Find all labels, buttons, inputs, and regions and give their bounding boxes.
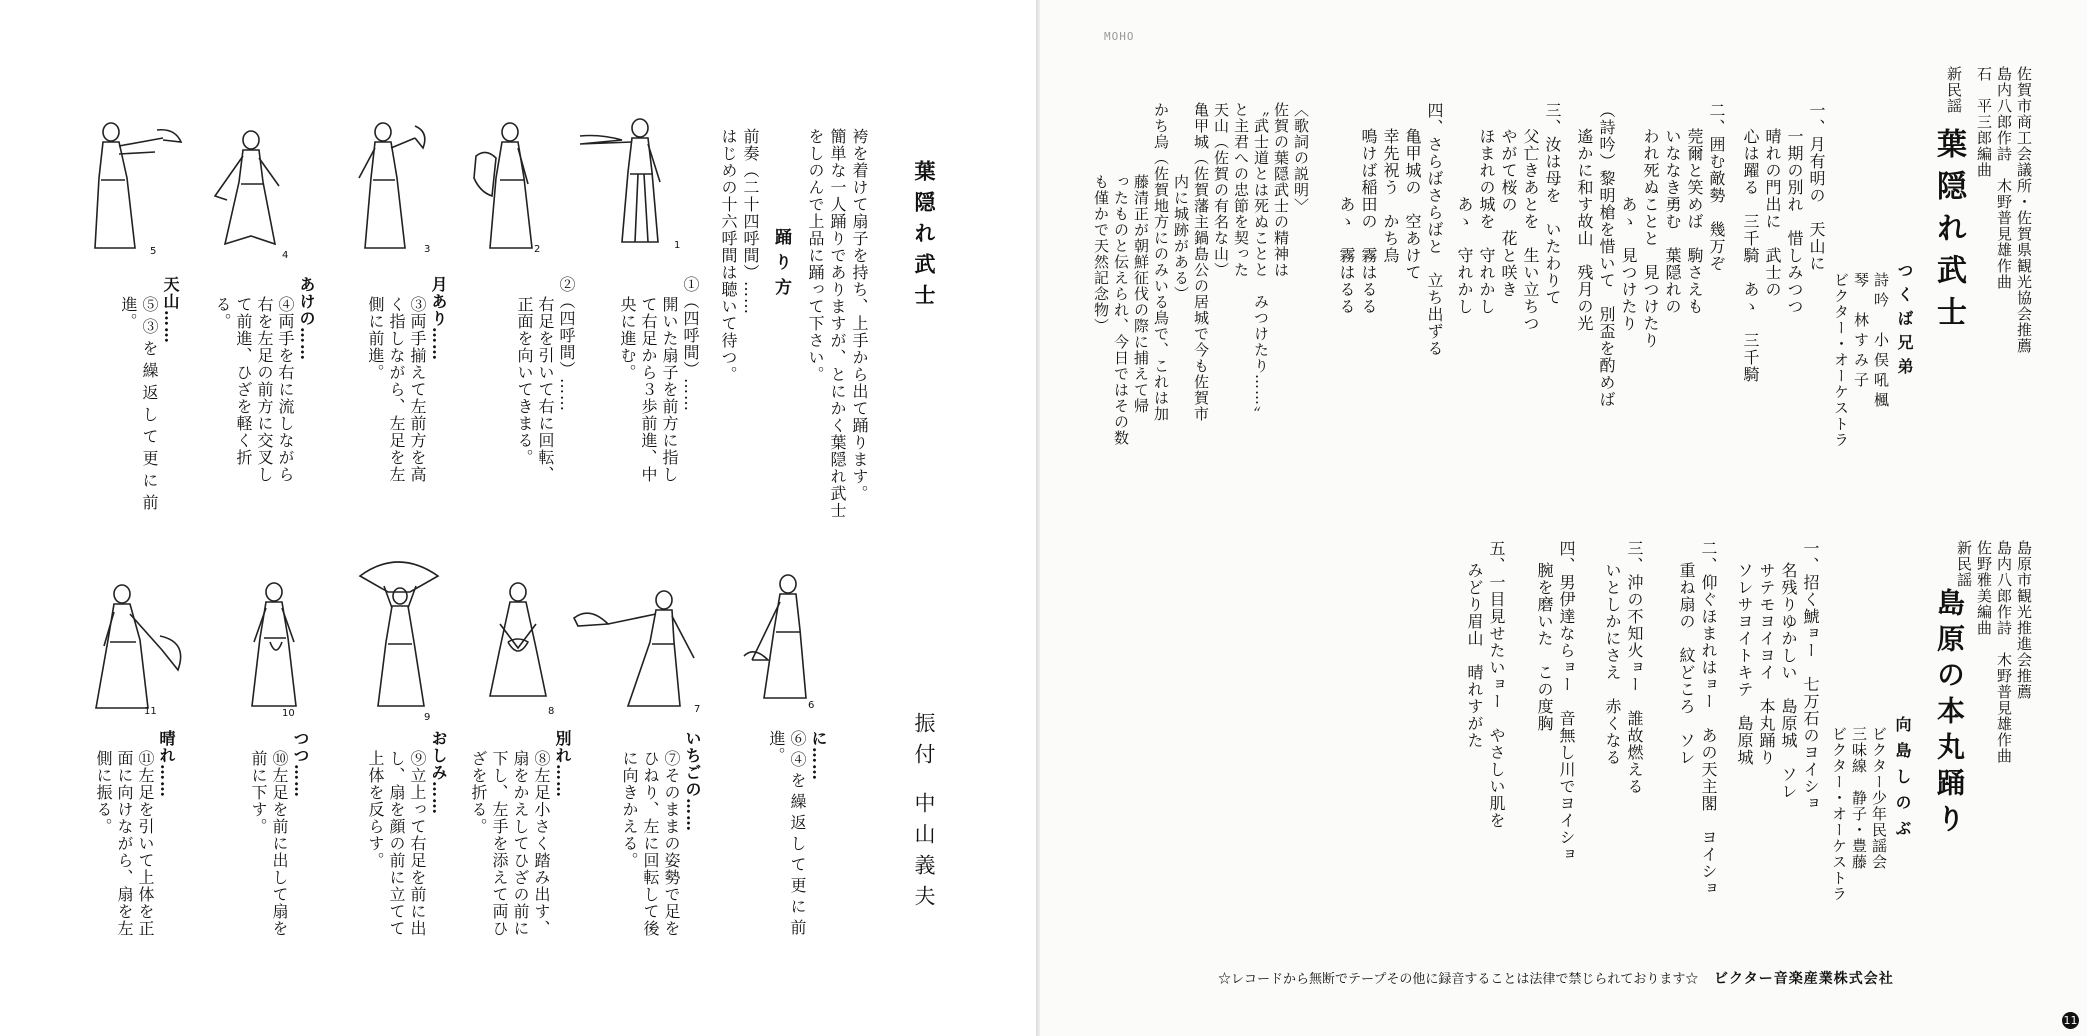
- song2-genre: 新民謡: [1955, 540, 1973, 588]
- note-line: 亀甲城（佐賀藩主鍋島公の居城で今も佐賀市: [1192, 102, 1210, 422]
- note-line: と主君への忠節を契った: [1232, 102, 1250, 278]
- verse-line: やがて桜の 花と咲き: [1499, 128, 1518, 298]
- verse-line: みどり眉山 晴れすがた: [1465, 562, 1484, 749]
- step-line: 前に下す。: [249, 750, 268, 835]
- verse-line: 亀甲城の 空あけて: [1403, 128, 1422, 281]
- intro-line: 袴を着けて扇子を持ち、上手から出て踊ります。: [850, 128, 869, 502]
- note-line: 藤清正が朝鮮征伐の際に捕えて帰: [1132, 174, 1150, 414]
- figure-number: 10: [282, 708, 295, 719]
- step-line: ⑨立上って右足を前に出: [408, 750, 427, 937]
- prelude-line: はじめの十六呼間は聴いて待つ。: [719, 128, 738, 383]
- verse-line: サテモヨイヨイ 本丸踊り: [1757, 562, 1776, 766]
- note-line: も僅かで天然記念物）: [1092, 174, 1110, 334]
- step-line: に向きかえる。: [620, 750, 639, 869]
- intro-line: 簡単な一人踊りでありますが、とにかく葉隠れ武士: [828, 128, 847, 519]
- company-name: ビクター音楽産業株式会社: [1714, 971, 1894, 987]
- credit-line: 島内八郎作詩 木野普見雄作曲: [1995, 540, 2013, 764]
- step-line: 上体を反らす。: [366, 750, 385, 869]
- verse-line: 四、男伊達ならョー 音無し川でヨイショ: [1557, 540, 1576, 863]
- figure-number: 4: [282, 250, 289, 261]
- step-line: 央に進む。: [618, 296, 637, 381]
- step-line: ⑥④を繰返して更に前: [788, 730, 807, 940]
- step-line: く指しながら、左足を左: [387, 296, 406, 483]
- step-line: て右足から３歩前進、中: [639, 296, 658, 483]
- verse-line: （詩吟）黎明槍を惜いて 別盃を酌めば: [1597, 102, 1616, 408]
- credit-line: 島原市観光推進会推薦: [2015, 540, 2033, 700]
- copyright-notice: ☆レコードから無断でテープその他に録音することは法律で禁じられております☆: [1218, 972, 1699, 987]
- credit-line: 佐賀市商工会議所・佐賀県観光協会推薦: [2015, 66, 2033, 354]
- left-page: [0, 0, 1040, 1036]
- step-cue: に……: [809, 730, 828, 781]
- note-line: 〈歌詞の説明〉: [1292, 102, 1310, 214]
- performer-line: 三味線 静子・豊藤: [1850, 726, 1868, 870]
- step-line: る。: [213, 296, 232, 330]
- figure-number: 6: [808, 700, 815, 711]
- step-line: ⑪左足を引いて上体を正: [136, 750, 155, 937]
- note-line: 内に城跡がある）: [1172, 174, 1190, 302]
- verse-line: われ死ぬことと 見つけたり: [1641, 128, 1660, 349]
- figure-number: 7: [694, 704, 701, 715]
- performer-line: 詩吟 小俣吼楓: [1872, 272, 1890, 412]
- figure-number: 3: [424, 244, 431, 255]
- step-line: ひねり、左に回転して後: [641, 750, 660, 937]
- note-line: 天山（佐賀の有名な山）: [1212, 102, 1230, 278]
- figure-number: 8: [548, 706, 555, 717]
- prelude-line: 前奏（二十四呼間）……: [741, 128, 760, 315]
- dancer-figure-11: [78, 580, 198, 715]
- verse-line: 二、囲む敵勢 幾万ぞ: [1707, 102, 1726, 272]
- step-line: ざを折る。: [469, 750, 488, 835]
- verse-line: 二、仰ぐほまれはョー あの天主閣 ヨイショ: [1699, 540, 1718, 897]
- credit-line: 石 平三郎編曲: [1975, 66, 1993, 178]
- note-line: 〝武士道とは死ぬことと みつけたり……〟: [1252, 102, 1270, 422]
- verse-line: あゝ 見つけたり: [1619, 196, 1638, 332]
- choreographer: 中山義夫: [912, 792, 936, 916]
- step-line: ⑩左足を前に出して扇を: [270, 750, 289, 937]
- performer-line: ビクター少年民謡会: [1870, 726, 1888, 870]
- step-line: ②（四呼間）……: [557, 276, 576, 412]
- step-line: ⑦そのままの姿勢で足を: [662, 750, 681, 937]
- page-number: 11: [2063, 1014, 2078, 1027]
- step-cue: おしみ……: [429, 730, 448, 815]
- dancer-figure-8: [470, 578, 565, 713]
- song2-title: 島原の本丸踊り: [1933, 588, 1966, 840]
- dancer-figure-4: [205, 126, 295, 256]
- verse-line: 一、月有明の 天山に: [1807, 102, 1826, 272]
- verse-line: 幸先祝う かち烏: [1381, 128, 1400, 264]
- dancer-figure-5: [85, 118, 195, 258]
- verse-line: 重ね扇の 紋どころ ソレ: [1677, 562, 1696, 766]
- figure-number: 9: [424, 712, 431, 723]
- verse-line: 一、招く鯱ョー 七万石のヨイショ: [1801, 540, 1820, 812]
- step-cue: いちごの……: [683, 730, 702, 832]
- note-line: 佐賀の葉隠武士の精神は: [1272, 102, 1290, 278]
- step-line: ①（四呼間）……: [681, 276, 700, 412]
- step-line: 開いた扇子を前方に指し: [660, 296, 679, 483]
- figure-number: 2: [534, 244, 541, 255]
- step-line: 面に向けながら、扇を左: [115, 750, 134, 937]
- dancer-figure-7: [568, 588, 713, 713]
- dancer-figure-2: [462, 118, 552, 258]
- step-line: て前進、ひざを軽く折: [234, 296, 253, 466]
- step-line: 側に振る。: [94, 750, 113, 835]
- step-line: ⑧左足小さく踏み出す、: [532, 750, 551, 937]
- note-line: ったものと伝えられ、今日ではその数: [1112, 174, 1130, 446]
- step-cue: 晴れ……: [157, 730, 176, 798]
- verse-line: 三、汝は母を いたわりて: [1543, 102, 1562, 306]
- verse-line: 名残りゆかしい 島原城 ソレ: [1779, 562, 1798, 800]
- verse-line: 心は躍る 三千騎 あゝ 三千騎: [1741, 128, 1760, 383]
- step-line: 側に前進。: [366, 296, 385, 381]
- figure-number: 11: [144, 706, 157, 717]
- performer-line: つくば兄弟: [1895, 262, 1914, 382]
- intro-line: をしのんで上品に踊って下さい。: [806, 128, 825, 383]
- step-line: 進。: [119, 296, 138, 330]
- verse-line: 三、沖の不知火ョー 誰故燃える: [1625, 540, 1644, 795]
- credit-line: 佐野雅美編曲: [1975, 540, 1993, 636]
- step-line: 扇をかえしてひざの前に: [511, 750, 530, 937]
- verse-line: ほまれの城を 守れかし: [1477, 128, 1496, 315]
- step-cue: 別れ……: [553, 730, 572, 798]
- step-line: 下し、左手を添えて両ひ: [490, 750, 509, 937]
- verse-line: 一期の別れ 惜しみつつ: [1785, 128, 1804, 315]
- step-cue: 月あり……: [429, 276, 448, 361]
- verse-line: いななき勇む 葉隠れの: [1663, 128, 1682, 315]
- verse-line: あゝ 守れかし: [1455, 196, 1474, 315]
- step-line: 右を左足の前方に交叉し: [255, 296, 274, 483]
- verse-line: 五、一目見せたいョー やさしい肌を: [1487, 540, 1506, 829]
- dancer-figure-3: [333, 118, 433, 258]
- verse-line: 遙かに和す故山 残月の光: [1575, 128, 1594, 332]
- verse-line: 腕を磨いた この度胸: [1535, 562, 1554, 732]
- step-line: 正面を向いてきまる。: [515, 296, 534, 466]
- note-line: かち烏（佐賀地方にのみいる鳥で、これは加: [1152, 102, 1170, 422]
- step-cue: つつ……: [291, 730, 310, 798]
- verse-line: いとしかにさえ 赤くなる: [1603, 562, 1622, 766]
- verse-line: ソレサヨイトキテ 島原城: [1735, 562, 1754, 766]
- performer-line: 琴 林すみ子: [1852, 272, 1870, 392]
- dancer-figure-6: [740, 570, 825, 710]
- step-line: ⑤③を繰返して更に前: [140, 296, 159, 516]
- verse-line: 父亡きあとを 生い立ちつ: [1521, 128, 1540, 332]
- left-title: 葉隠れ武士: [912, 160, 937, 315]
- step-line: ④両手を右に流しながら: [276, 296, 295, 483]
- dancer-figure-10: [230, 578, 320, 713]
- verse-line: 莞爾と笑めば 駒さえも: [1685, 128, 1704, 315]
- corner-stamp: MOHO: [1104, 30, 1135, 43]
- figure-number: 1: [674, 240, 681, 251]
- choreo-label: 振付: [912, 712, 936, 774]
- method-heading: 踊り方: [771, 228, 791, 303]
- dancer-figure-9: [350, 556, 450, 716]
- credit-line: 島内八郎作詩 木野普見雄作曲: [1995, 66, 2013, 290]
- dancer-figure-1: [560, 112, 680, 257]
- step-cue: あけの……: [297, 276, 316, 361]
- verse-line: 晴れの門出に 武士の: [1763, 128, 1782, 298]
- verse-line: 四、さらばさらばと 立ち出ずる: [1425, 102, 1444, 357]
- step-line: 右足を引いて右に回転、: [536, 296, 555, 483]
- figure-number: 5: [150, 246, 157, 257]
- performer-line: 向島しのぶ: [1893, 716, 1912, 846]
- performer-line: ビクター・オーケストラ: [1830, 726, 1848, 902]
- performer-line: ビクター・オーケストラ: [1832, 272, 1850, 448]
- verse-line: あゝ 霧はるる: [1337, 196, 1356, 315]
- song1-title: 葉隠れ武士: [1931, 128, 1966, 338]
- step-cue: 天山……: [161, 276, 180, 344]
- song1-genre: 新民謡: [1945, 66, 1963, 114]
- verse-line: 鳴けば稲田の 霧はるる: [1359, 128, 1378, 315]
- step-line: ③両手揃えて左前方を高: [408, 296, 427, 483]
- step-line: 進。: [767, 730, 786, 764]
- step-line: し、扇を顔の前に立てて: [387, 750, 406, 937]
